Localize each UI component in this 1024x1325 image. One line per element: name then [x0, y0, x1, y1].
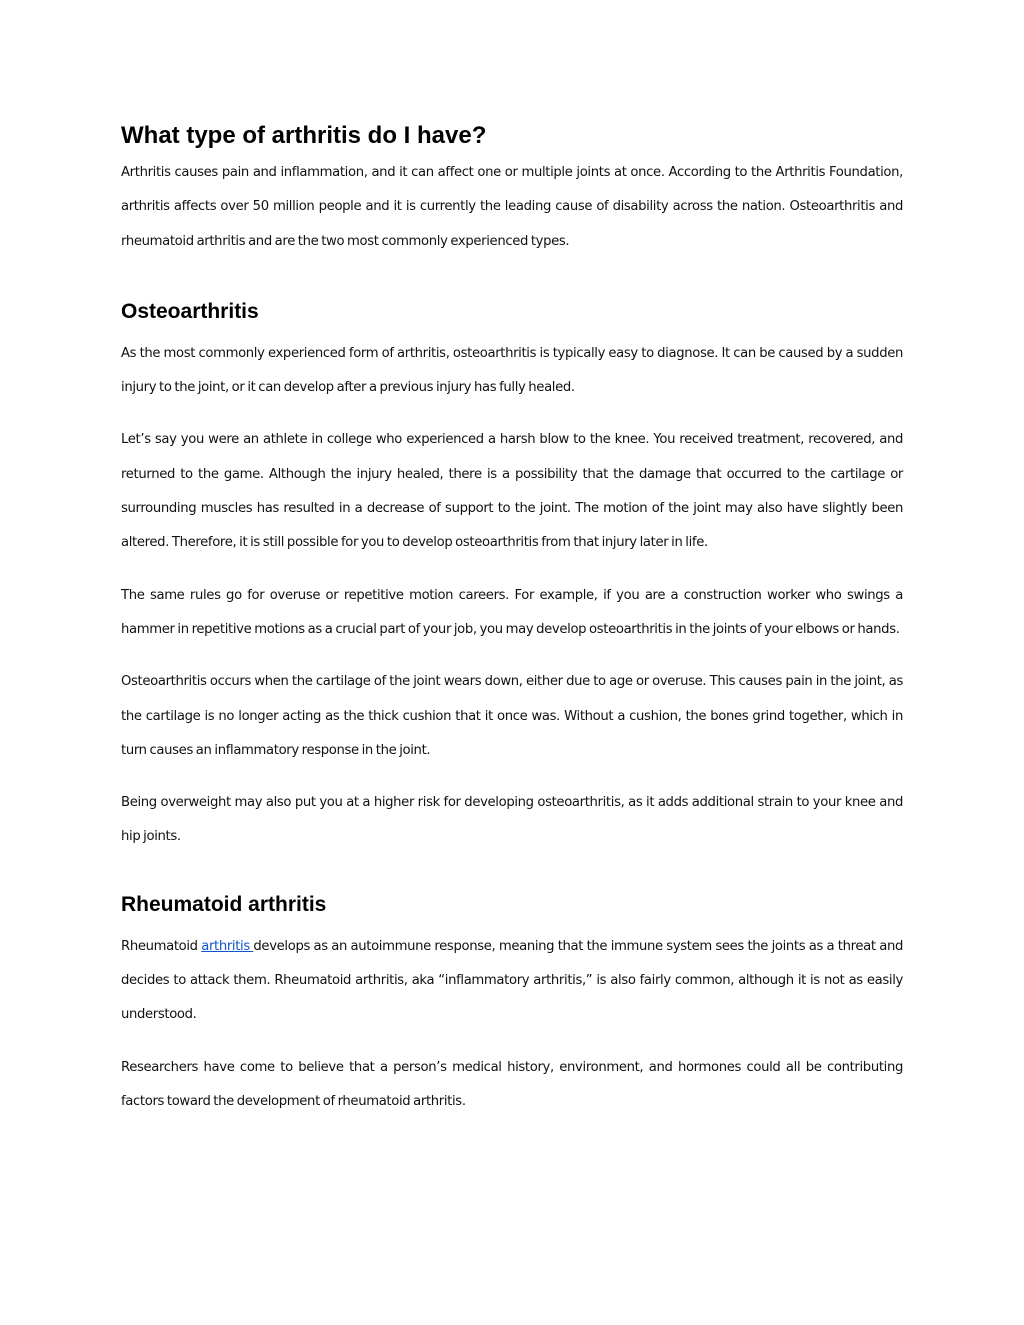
- rheumatoid-paragraph-1: [121, 930, 903, 1033]
- osteoarthritis-paragraph-5: Being overweight may also put you at a higher risk for developing osteoarthritis, as it adds additional strain to your knee and hip joints.: [121, 795, 903, 845]
- page-title: What type of arthritis do I have?: [121, 122, 487, 149]
- rheumatoid-heading: Rheumatoid arthritis: [121, 892, 327, 916]
- rheumatoid-text-before-link: Rheumatoid: [121, 938, 202, 954]
- osteoarthritis-paragraph-3: The same rules go for overuse or repetitive motion careers. For example, if you are a construction worker who swings a hammer in repetitive motions as a crucial part of your job, you may develop osteoarthritis in the joints of your elbows or hands.: [121, 587, 903, 637]
- document-page: [121, 0, 903, 1119]
- osteoarthritis-paragraph-2: Let’s say you were an athlete in college who experienced a harsh blow to the knee. You received treatment, recovered, and returned to the game. Although the injury healed, there is a possibility that the damage that occurred to the cartilage or surrounding muscles has resulted in a decrease of support to the joint. The motion of the joint may also have slightly been altered. Therefore, it is still possible for you to develop osteoarthritis from that injury later in life.: [121, 432, 903, 551]
- osteoarthritis-paragraph-4: Osteoarthritis occurs when the cartilage of the joint wears down, either due to age or overuse. This causes pain in the joint, as the cartilage is no longer acting as the thick cushion that it once was. Without a cushion, the bones grind together, which in turn causes an inflammatory response in the joint.: [121, 674, 903, 758]
- arthritis-link[interactable]: arthritis: [201, 938, 254, 954]
- intro-paragraph: Arthritis causes pain and inflammation, and it can affect one or multiple joints at once. According to the Arthritis Foundation, arthritis affects over 50 million people and it is currently the leading cause of disability across the nation. Osteoarthritis and rheumatoid arthritis and are the two most commonly experienced types.: [121, 165, 903, 249]
- osteoarthritis-heading: Osteoarthritis: [121, 299, 259, 323]
- rheumatoid-text-after-link: develops as an autoimmune response, meaning that the immune system sees the joints as a threat and decides to attack them. Rheumatoid arthritis, aka “inflammatory arthritis,” is also fairly common, although it is not as easily understood.: [121, 938, 903, 1023]
- osteoarthritis-paragraph-1: As the most commonly experienced form of arthritis, osteoarthritis is typically easy to diagnose. It can be caused by a sudden injury to the joint, or it can develop after a previous injury has fully healed.: [121, 345, 903, 396]
- rheumatoid-paragraph-2: Researchers have come to believe that a person’s medical history, environment, and hormones could all be contributing factors toward the development of rheumatoid arthritis.: [121, 1059, 903, 1109]
